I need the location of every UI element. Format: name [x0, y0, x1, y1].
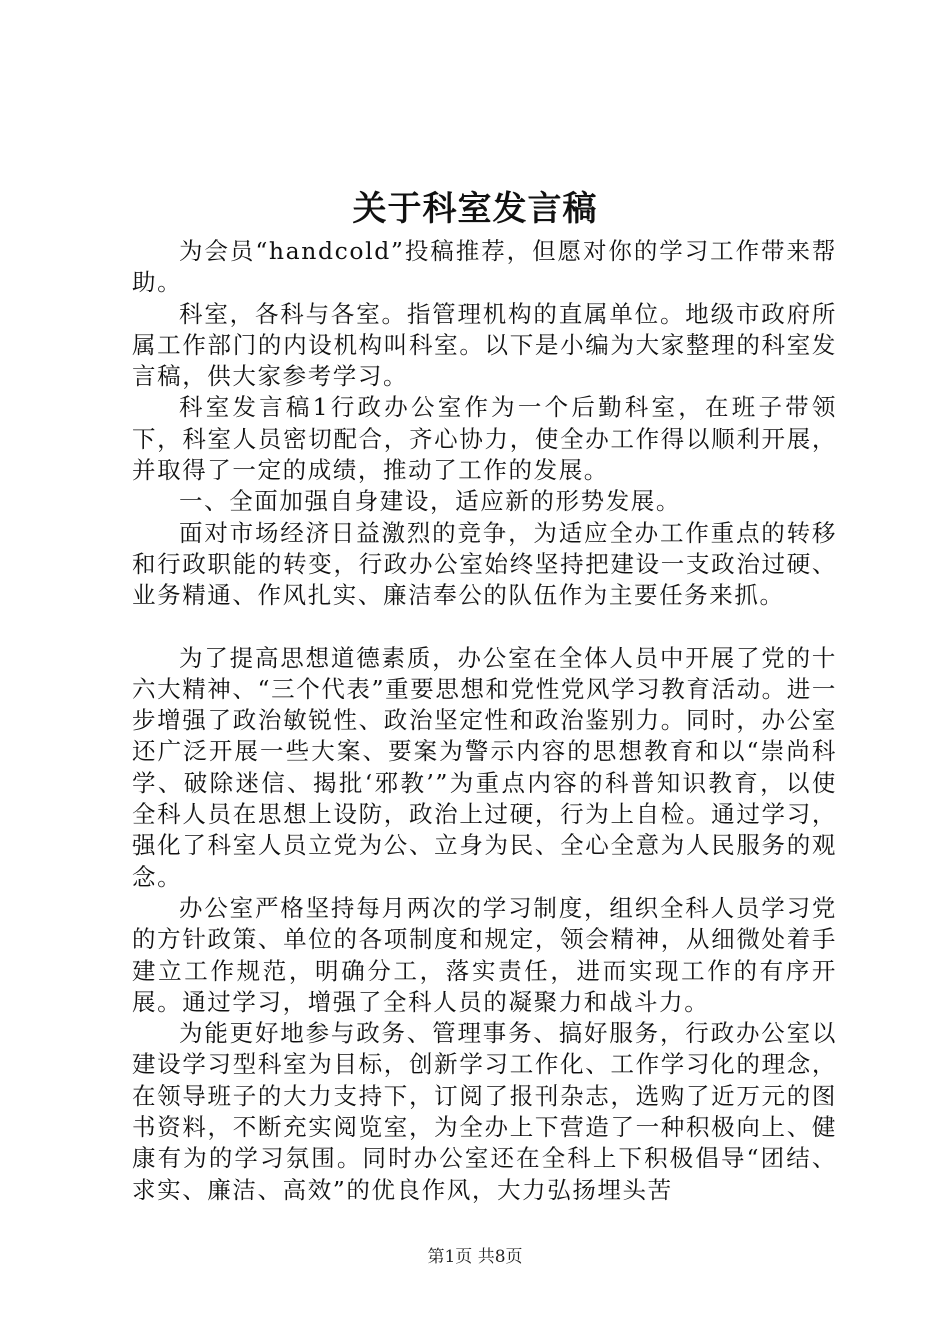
paragraph-competition: 面对市场经济日益激烈的竞争，为适应全办工作重点的转移和行政职能的转变，行政办公室始终坚持把建设一支政治过硬、业务精通、作风扎实、廉洁奉公的队伍作为主要任务来抓。 [132, 518, 837, 610]
paragraph-definition: 科室，各科与各室。指管理机构的直属单位。地级市政府所属工作部门的内设机构叫科室。以下是小编为大家整理的科室发言稿，供大家参考学习。 [132, 299, 837, 391]
paragraph-learning-office: 为能更好地参与政务、管理事务、搞好服务，行政办公室以建设学习型科室为目标，创新学习工作化、工作学习化的理念，在领导班子的大力支持下，订阅了报刊杂志，选购了近万元的图书资料，不断充实阅览室，为全办上下营造了一种积极向上、健康有为的学习氛围。同时办公室还在全科上下积极倡导“团结、求实、廉洁、高效”的优良作风，大力弘扬埋头苦 [132, 1019, 837, 1204]
document-body [132, 236, 837, 1206]
page-title: 关于科室发言稿 [352, 189, 598, 229]
blank-line [132, 612, 837, 643]
section-heading-1: 一、全面加强自身建设，适应新的形势发展。 [179, 487, 681, 516]
paragraph-study-system: 办公室严格坚持每月两次的学习制度，组织全科人员学习党的方针政策、单位的各项制度和规定，领会精神，从细微处着手建立工作规范，明确分工，落实责任，进而实现工作的有序开展。通过学习，增强了全科人员的凝聚力和战斗力。 [132, 893, 837, 1016]
page-footer: 第1页 共8页 [427, 1247, 523, 1267]
paragraph-opening: 科室发言稿1行政办公室作为一个后勤科室，在班子带领下，科室人员密切配合，齐心协力，使全办工作得以顺利开展，并取得了一定的成绩，推动了工作的发展。 [132, 393, 837, 485]
paragraph-moral-education: 为了提高思想道德素质，办公室在全体人员中开展了党的十六大精神、“三个代表”重要思想和党性党风学习教育活动。进一步增强了政治敏锐性、政治坚定性和政治鉴别力。同时，办公室还广泛开展一些大案、要案为警示内容的思想教育和以“崇尚科学、破除迷信、揭批‘邪教’”为重点内容的科普知识教育，以使全科人员在思想上设防，政治上过硬，行为上自检。通过学习，强化了科室人员立党为公、立身为民、全心全意为人民服务的观念。 [132, 643, 837, 891]
paragraph-intro: 为会员“handcold”投稿推荐，但愿对你的学习工作带来帮助。 [132, 237, 837, 297]
